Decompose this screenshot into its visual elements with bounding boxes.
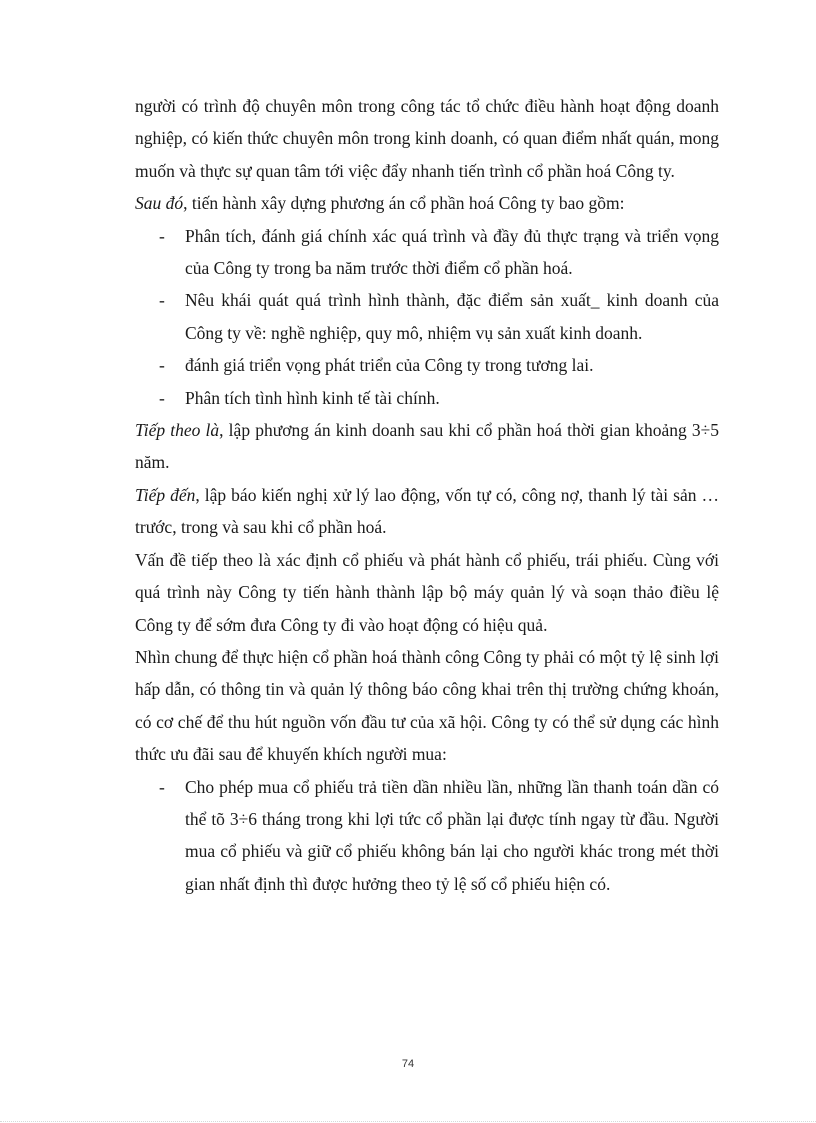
list-item-text: Nêu khái quát quá trình hình thành, đặc điểm sản xuất_ kinh doanh của Công ty về: nghề nghiệp, quy mô, nhiệm vụ sản xuất kinh doanh. (185, 290, 719, 343)
bullet-list (135, 771, 719, 901)
page-edge-divider (0, 1121, 816, 1122)
list-item-text: Cho phép mua cổ phiếu trả tiền dần nhiều lần, những lần thanh toán dần có thể tõ 3÷6 tháng trong khi lợi tức cổ phần lại được tính ngay từ đầu. Người mua cổ phiếu và giữ cổ phiếu không bán lại cho người khác trong mét thời gian nhất định thì được hưởng theo tỷ lệ số cổ phiếu hiện có. (185, 776, 719, 894)
paragraph: Vấn đề tiếp theo là xác định cổ phiếu và phát hành cổ phiếu, trái phiếu. Cùng với quá trình này Công ty tiến hành thành lập bộ máy quản lý và soạn thảo điều lệ Công ty để sớm đưa Công ty đi vào hoạt động có hiệu quả. (135, 549, 719, 635)
paragraph-text: , tiến hành xây dựng phương án cổ phần hoá Công ty bao gồm: (183, 193, 625, 214)
paragraph (135, 479, 719, 544)
italic-lead: Tiếp theo là (135, 420, 220, 441)
dash-marker: - (159, 387, 165, 408)
paragraph: người có trình độ chuyên môn trong công tác tổ chức điều hành hoạt động doanh nghiệp, có kiến thức chuyên môn trong kinh doanh, có quan điểm nhất quán, mong muốn và thực sự quan tâm tới việc đẩy nhanh tiến trình cổ phần hoá Công ty. (135, 96, 719, 181)
dash-marker: - (159, 290, 165, 311)
paragraph-text: , lập phương án kinh doanh sau khi cổ phần hoá thời gian khoảng 3÷5 năm. (135, 420, 719, 473)
italic-lead: Sau đó (135, 193, 184, 214)
bullet-list (135, 220, 719, 414)
list-item-text: Phân tích, đánh giá chính xác quá trình và đầy đủ thực trạng và triển vọng của Công ty trong ba năm trước thời điểm cổ phần hoá. (185, 225, 719, 279)
list-item (135, 220, 719, 285)
dash-marker: - (159, 355, 165, 376)
paragraph (135, 187, 719, 219)
dash-marker: - (159, 225, 165, 246)
paragraph (135, 414, 719, 479)
body-text (135, 90, 719, 900)
list-item (135, 771, 719, 901)
dash-marker: - (159, 776, 165, 797)
list-item (135, 349, 719, 381)
list-item-text: đánh giá triển vọng phát triển của Công ty trong tương lai. (185, 355, 594, 376)
paragraph-text: , lập báo kiến nghị xử lý lao động, vốn tự có, công nợ, thanh lý tài sản … trước, trong và sau khi cổ phần hoá. (135, 484, 719, 538)
page-number: 74 (401, 1058, 415, 1070)
italic-lead: Tiếp đến (135, 484, 196, 505)
list-item (135, 284, 719, 349)
list-item (135, 382, 719, 414)
list-item-text: Phân tích tình hình kinh tế tài chính. (185, 387, 440, 408)
paragraph: Nhìn chung để thực hiện cổ phần hoá thành công Công ty phải có một tỷ lệ sinh lợi hấp dẫn, có thông tin và quản lý thông báo công khai trên thị trường chứng khoán, có cơ chế để thu hút nguồn vốn đầu tư của xã hội. Công ty có thể sử dụng các hình thức ưu đãi sau để khuyến khích người mua: (135, 646, 719, 765)
